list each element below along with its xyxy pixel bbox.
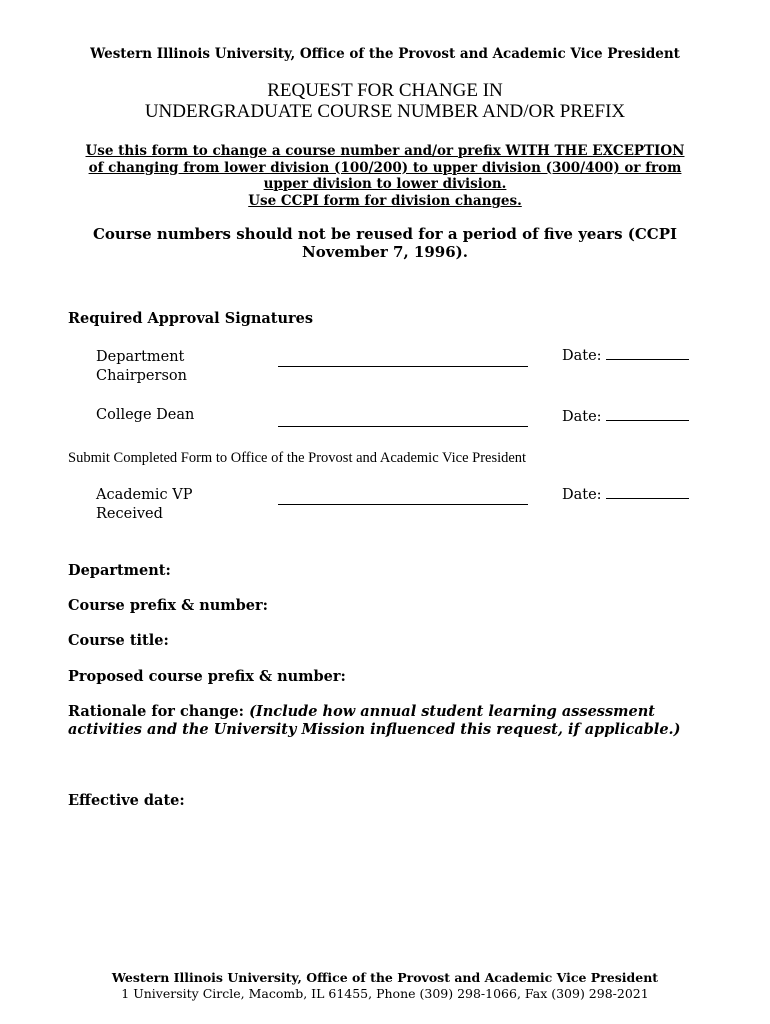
usage-notice-line4: Use CCPI form for division changes.	[248, 192, 522, 209]
college-dean-label: College Dean	[96, 407, 195, 423]
college-dean-date	[562, 409, 689, 425]
academic-vp-signature-line[interactable]	[278, 504, 528, 505]
proposed-prefix-number-label: Proposed course prefix & number:	[68, 668, 346, 685]
form-title	[0, 80, 770, 122]
academic-vp-date-line[interactable]	[606, 498, 689, 499]
effective-date-label: Effective date:	[68, 792, 185, 809]
usage-notice-line3: upper division to lower division.	[263, 176, 507, 192]
department-chair-date-label: Date:	[562, 348, 602, 364]
college-dean-date-line[interactable]	[606, 420, 689, 421]
footer	[0, 970, 770, 1001]
department-chair-date	[562, 348, 689, 364]
academic-vp-label-line1: Academic VP	[96, 487, 193, 503]
academic-vp-label	[96, 486, 192, 524]
department-chair-signature-line[interactable]	[278, 366, 528, 367]
approvals-heading: Required Approval Signatures	[68, 310, 314, 327]
department-chair-date-line[interactable]	[606, 359, 689, 360]
rationale-block	[68, 703, 698, 739]
usage-notice	[60, 143, 710, 209]
department-chair-label-line2: Chairperson	[96, 368, 187, 384]
header-org-line: Western Illinois University, Office of the Provost and Academic Vice President	[90, 46, 680, 62]
academic-vp-date	[562, 487, 689, 503]
college-dean-date-label: Date:	[562, 409, 602, 425]
department-chair-label	[96, 348, 187, 386]
rationale-hint: (Include how annual student learning assessment activities and the University Mission influenced this request, if applicable.)	[68, 703, 681, 738]
course-title-label: Course title:	[68, 632, 169, 649]
footer-contact-line: 1 University Circle, Macomb, IL 61455, Phone (309) 298-1066, Fax (309) 298-2021	[121, 985, 649, 1001]
academic-vp-date-label: Date:	[562, 487, 602, 503]
course-prefix-number-label: Course prefix & number:	[68, 597, 268, 614]
rationale-label: Rationale for change:	[68, 703, 244, 720]
college-dean-signature-line[interactable]	[278, 426, 528, 427]
usage-notice-line1: Use this form to change a course number and/or prefix WITH THE EXCEPTION	[85, 143, 685, 159]
form-title-line1: REQUEST FOR CHANGE IN	[267, 80, 503, 101]
department-field-label: Department:	[68, 562, 171, 579]
footer-org-line: Western Illinois University, Office of the Provost and Academic Vice President	[111, 970, 659, 985]
academic-vp-label-line2: Received	[96, 506, 163, 522]
reuse-note: Course numbers should not be reused for a period of five years (CCPI November 7, 1996).	[92, 225, 678, 261]
form-title-line2: UNDERGRADUATE COURSE NUMBER AND/OR PREFIX	[144, 101, 626, 122]
submit-note: Submit Completed Form to Office of the Provost and Academic Vice President	[68, 450, 527, 466]
department-chair-label-line1: Department	[96, 349, 185, 365]
usage-notice-line2: of changing from lower division (100/200) to upper division (300/400) or from	[88, 159, 682, 176]
